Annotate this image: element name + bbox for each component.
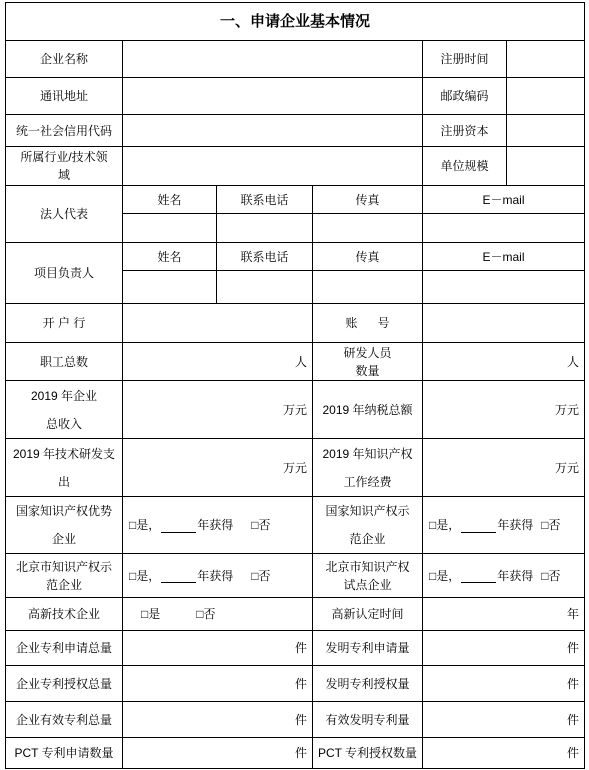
unit-label: 万元 [282,460,307,475]
year-input[interactable] [461,518,496,533]
year-input[interactable] [161,518,196,533]
section-title: 一、申请企业基本情况 [6,3,585,41]
registered-capital-field[interactable] [507,115,585,147]
year-input[interactable] [161,568,196,583]
legal-rep-phone-header: 联系电话 [217,186,313,214]
postal-code-label: 邮政编码 [423,78,507,115]
unit-label: 件 [294,676,307,691]
leader-email-header: E－mail [423,243,585,271]
high-tech-date-label: 高新认定时间 [313,598,423,631]
year-suffix-label: 年获得 [497,568,534,583]
legal-rep-email-field[interactable] [423,214,585,243]
account-number-label: 账 号 [313,304,423,343]
legal-representative-label: 法人代表 [6,186,123,243]
staff-count-field[interactable] [123,343,313,381]
unit-label: 件 [294,746,307,760]
leader-name-field[interactable] [123,271,217,304]
invention-applications-field[interactable] [423,631,585,666]
leader-phone-field[interactable] [217,271,313,304]
unit-label: 万元 [554,402,579,417]
beijing-ip-pilot-options [423,554,585,598]
legal-rep-fax-field[interactable] [313,214,423,243]
pct-applications-label: PCT 专利申请数量 [6,738,123,769]
no-checkbox[interactable]: □否 [541,518,561,532]
company-size-label: 单位规模 [423,147,507,186]
yes-checkbox[interactable]: □是， [429,518,461,532]
no-checkbox[interactable]: □否 [251,568,271,583]
no-checkbox[interactable]: □否 [251,518,271,532]
leader-fax-field[interactable] [313,271,423,304]
national-ip-advantage-label: 国家知识产权优势 企业 [6,497,123,554]
high-tech-label: 高新技术企业 [6,598,123,631]
valid-patents-field[interactable] [123,702,313,738]
yes-checkbox[interactable]: □是 [141,607,161,621]
company-name-label: 企业名称 [6,41,123,78]
unit-label: 件 [294,641,307,655]
beijing-ip-demo-options [123,554,313,598]
rd-expense-label: 2019 年技术研发支 出 [6,439,123,497]
credit-code-label: 统一社会信用代码 [6,115,123,147]
no-checkbox[interactable]: □否 [541,568,561,583]
unit-label: 件 [294,712,307,727]
national-ip-advantage-options [123,497,313,554]
project-leader-label: 项目负责人 [6,243,123,304]
unit-label: 年 [566,607,579,621]
unit-label: 件 [566,641,579,655]
staff-count-label: 职工总数 [6,343,123,381]
company-size-field[interactable] [507,147,585,186]
year-suffix-label: 年获得 [197,518,234,532]
registration-date-field[interactable] [507,41,585,78]
unit-label: 人 [294,354,307,369]
registered-capital-label: 注册资本 [423,115,507,147]
pct-applications-field[interactable] [123,738,313,769]
invention-grants-field[interactable] [423,666,585,702]
yes-checkbox[interactable]: □是， [429,568,461,583]
total-revenue-field[interactable] [123,381,313,439]
yes-checkbox[interactable]: □是， [129,568,161,583]
mailing-address-label: 通讯地址 [6,78,123,115]
high-tech-date-field[interactable] [423,598,585,631]
legal-rep-name-field[interactable] [123,214,217,243]
credit-code-field[interactable] [123,115,423,147]
year-input[interactable] [461,568,496,583]
yes-checkbox[interactable]: □是， [129,518,161,532]
registration-date-label: 注册时间 [423,41,507,78]
unit-label: 万元 [554,460,579,475]
rd-staff-label: 研发人员 数量 [313,343,423,381]
mailing-address-field[interactable] [123,78,423,115]
account-number-field[interactable] [423,304,585,343]
unit-label: 万元 [282,402,307,417]
unit-label: 人 [566,354,579,369]
legal-rep-name-header: 姓名 [123,186,217,214]
no-checkbox[interactable]: □否 [196,607,216,621]
ip-budget-field[interactable] [423,439,585,497]
industry-label: 所属行业/技术领 域 [6,147,123,186]
leader-email-field[interactable] [423,271,585,304]
pct-grants-field[interactable] [423,738,585,769]
industry-field[interactable] [123,147,423,186]
valid-patents-label: 企业有效专利总量 [6,702,123,738]
unit-label: 件 [566,746,579,760]
pct-grants-label: PCT 专利授权数量 [313,738,423,769]
patent-grants-label: 企业专利授权总量 [6,666,123,702]
leader-fax-header: 传真 [313,243,423,271]
rd-expense-field[interactable] [123,439,313,497]
national-ip-demo-label: 国家知识产权示 范企业 [313,497,423,554]
invention-grants-label: 发明专利授权量 [313,666,423,702]
beijing-ip-pilot-label: 北京市知识产权 试点企业 [313,554,423,598]
legal-rep-email-header: E－mail [423,186,585,214]
legal-rep-fax-header: 传真 [313,186,423,214]
company-name-field[interactable] [123,41,423,78]
total-tax-field[interactable] [423,381,585,439]
unit-label: 件 [566,676,579,691]
patent-applications-field[interactable] [123,631,313,666]
postal-code-field[interactable] [507,78,585,115]
bank-field[interactable] [123,304,313,343]
invention-applications-label: 发明专利申请量 [313,631,423,666]
ip-budget-label: 2019 年知识产权 工作经费 [313,439,423,497]
high-tech-options [123,598,313,631]
enterprise-info-table [5,2,585,769]
valid-inventions-field[interactable] [423,702,585,738]
total-revenue-label: 2019 年企业 总收入 [6,381,123,439]
national-ip-demo-options [423,497,585,554]
total-tax-label: 2019 年纳税总额 [313,381,423,439]
patent-applications-label: 企业专利申请总量 [6,631,123,666]
rd-staff-field[interactable] [423,343,585,381]
unit-label: 件 [566,712,579,727]
legal-rep-phone-field[interactable] [217,214,313,243]
year-suffix-label: 年获得 [497,518,534,532]
beijing-ip-demo-label: 北京市知识产权示 范企业 [6,554,123,598]
valid-inventions-label: 有效发明专利量 [313,702,423,738]
bank-label: 开 户 行 [6,304,123,343]
leader-name-header: 姓名 [123,243,217,271]
leader-phone-header: 联系电话 [217,243,313,271]
year-suffix-label: 年获得 [197,568,234,583]
patent-grants-field[interactable] [123,666,313,702]
